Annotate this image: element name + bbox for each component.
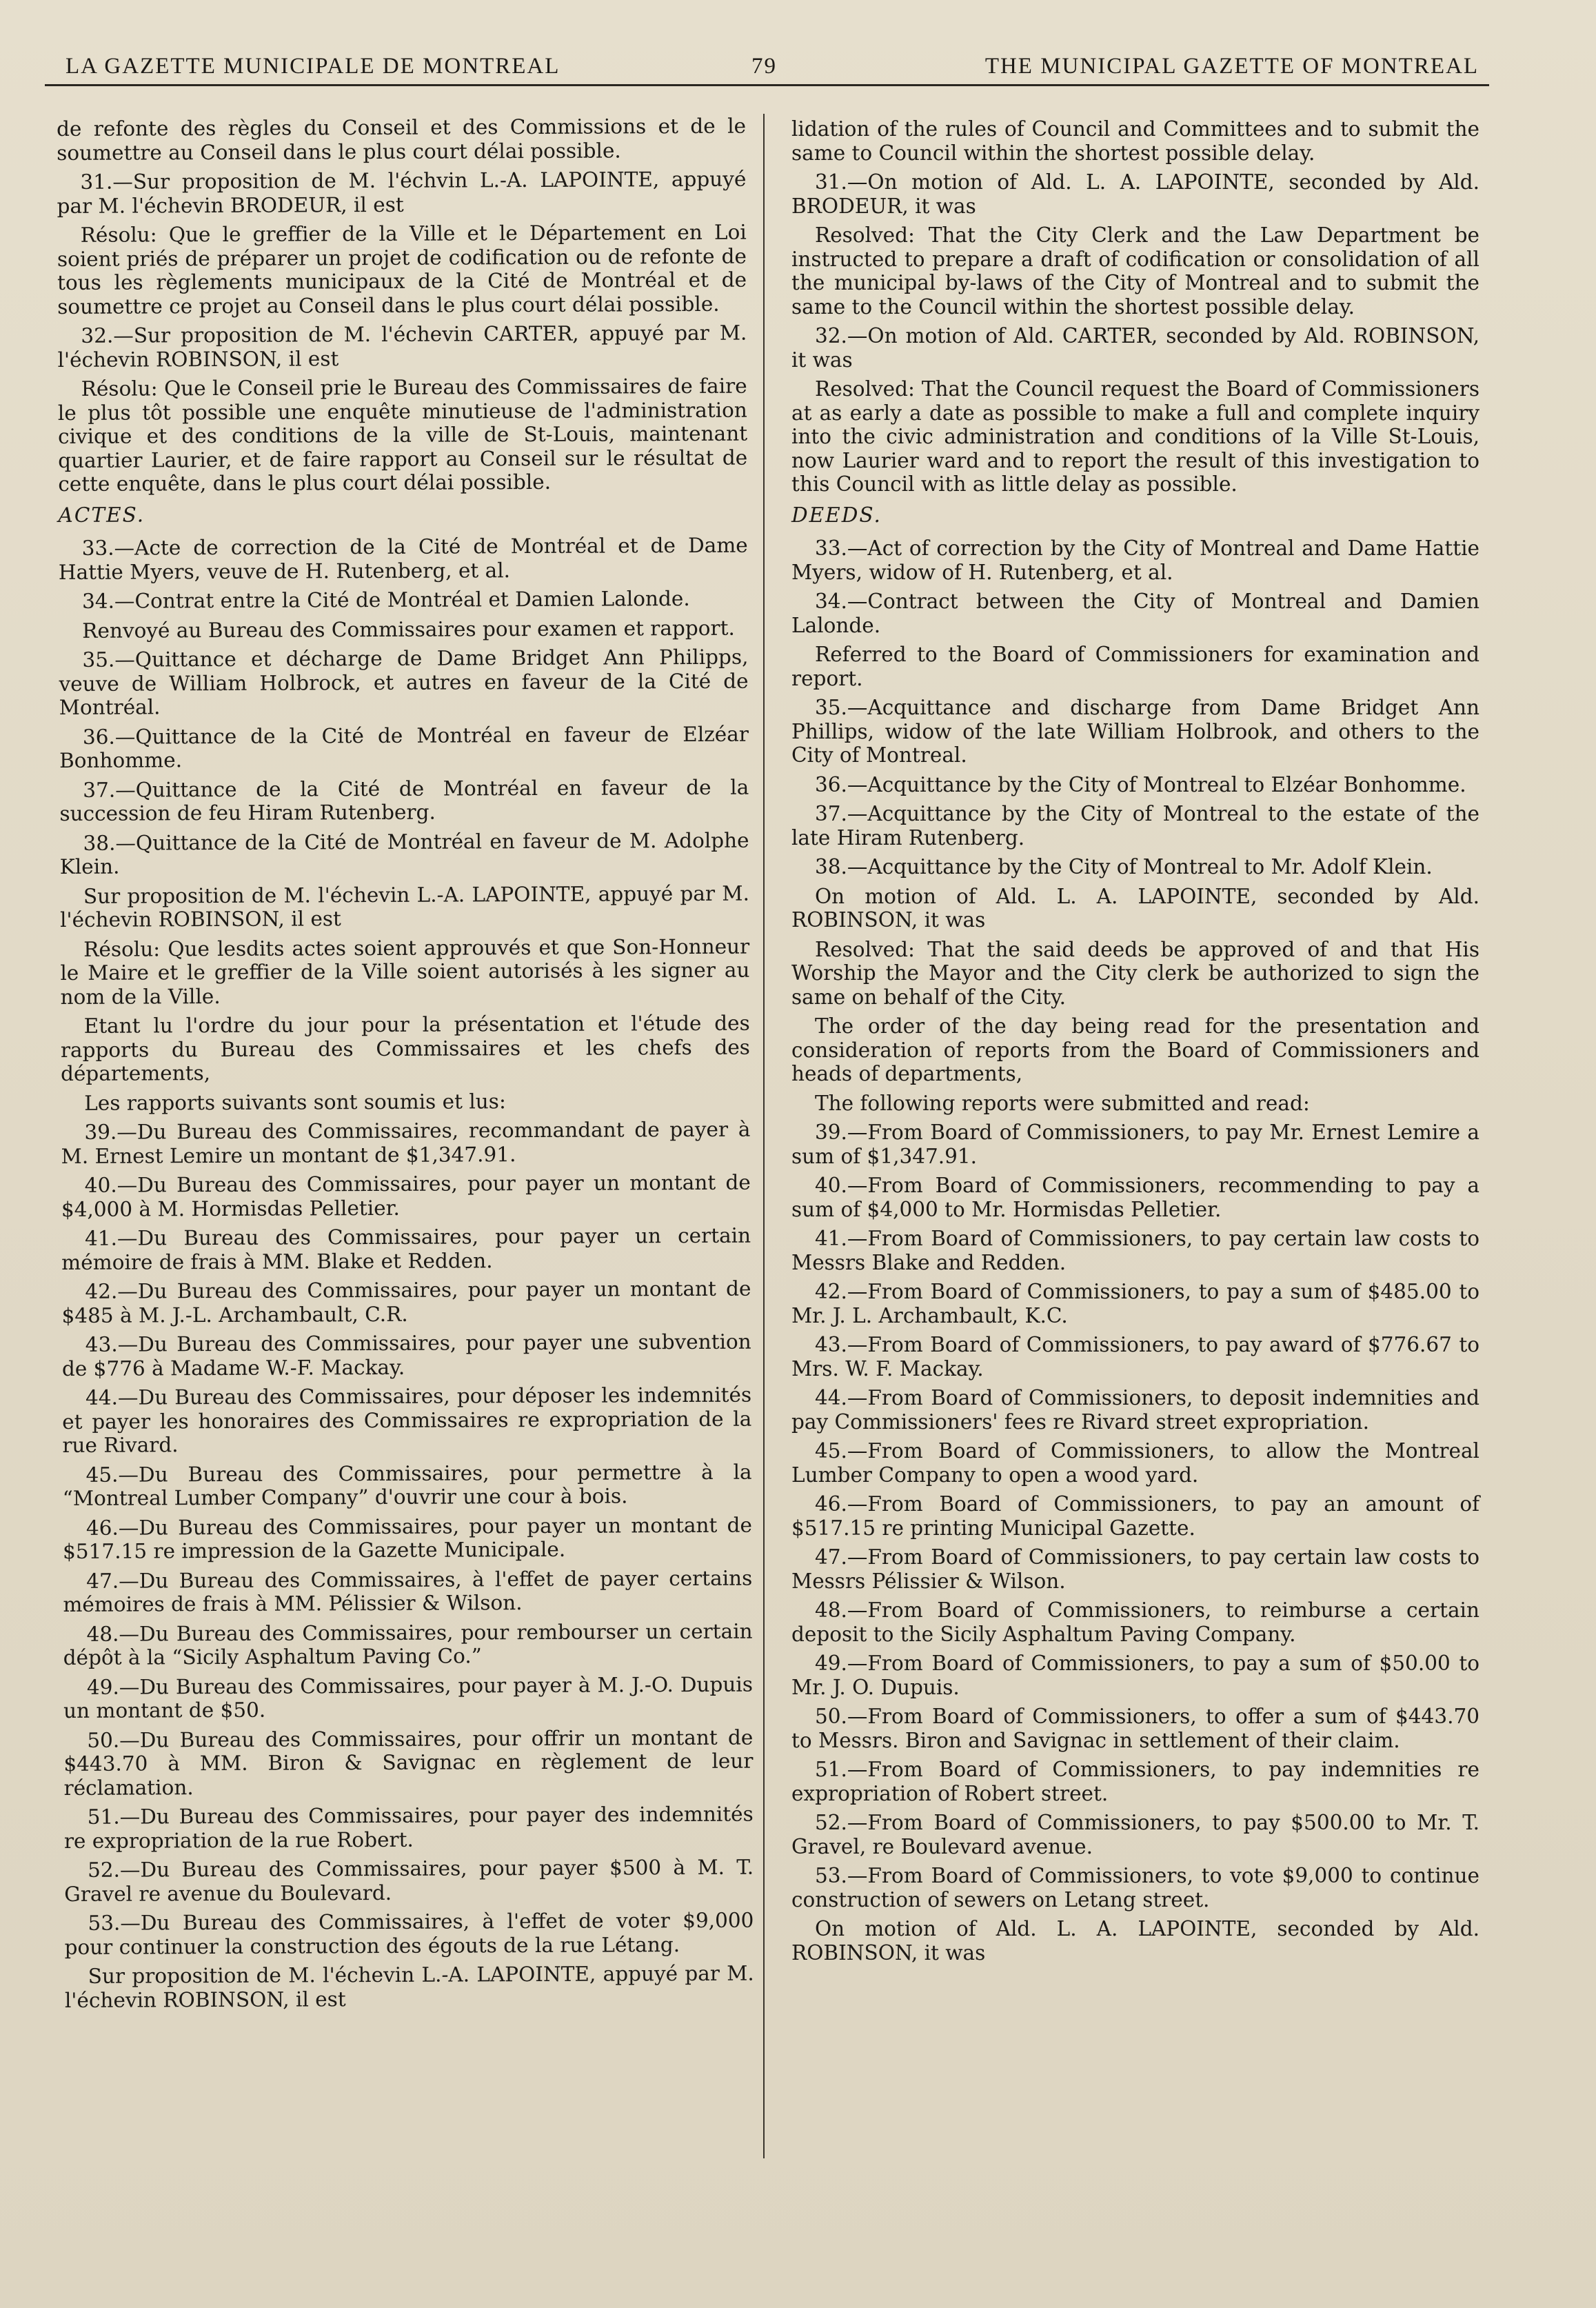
paragraph: 43.—Du Bureau des Commissaires, pour payer une subvention de $776 à Madame W.-F. Mackay. <box>61 1329 751 1381</box>
section-heading: DEEDS. <box>791 503 882 527</box>
paragraph: Sur proposition de M. l'échevin L.-A. LAPOINTE, appuyé par M. l'échevin ROBINSON, il est <box>60 881 749 932</box>
paragraph: 46.—Du Bureau des Commissaires, pour payer un montant de $517.15 re impression de la Gazette Municipale. <box>63 1513 752 1563</box>
paragraph: 44.—From Board of Commissioners, to deposit indemnities and pay Commissioners' fees re Rivard street expropriation. <box>791 1386 1479 1434</box>
paragraph: 52.—Du Bureau des Commissaires, pour payer $500 à M. T. Gravel re avenue du Boulevard. <box>64 1855 754 1906</box>
paragraph: 41.—Du Bureau des Commissaires, pour payer un certain mémoire de frais à MM. Blake et Redden. <box>61 1223 751 1274</box>
paragraph: 36.—Acquittance by the City of Montreal to Elzéar Bonhomme. <box>815 772 1466 796</box>
paragraph: 48.—Du Bureau des Commissaires, pour rembourser un certain dépôt à la “Sicily Asphaltum Paving Co.” <box>63 1619 753 1669</box>
paragraph: 52.—From Board of Commissioners, to pay $500.00 to Mr. T. Gravel, re Boulevard avenue. <box>791 1811 1479 1858</box>
paragraph: 51.—From Board of Commissioners, to pay indemnities re expropriation of Robert street. <box>791 1758 1479 1805</box>
paragraph: Resolved: That the Council request the Board of Commissioners at as early a date as possible to make a full and complete inquiry into the civic administration and conditions of la Ville St-Louis, now Laurier ward and to report the result of this investigation to this Council with as little delay as possible. <box>791 377 1479 496</box>
paragraph: 49.—Du Bureau des Commissaires, pour payer à M. J.-O. Dupuis un montant de $50. <box>63 1672 753 1723</box>
paragraph: The following reports were submitted and read: <box>815 1091 1310 1115</box>
paragraph: 37.—Quittance de la Cité de Montréal en faveur de la succession de feu Hiram Rutenberg. <box>59 775 749 825</box>
paragraph: Sur proposition de M. l'échevin L.-A. LAPOINTE, appuyé par M. l'échevin ROBINSON, il est <box>64 1961 754 2012</box>
header-french-title: LA GAZETTE MUNICIPALE DE MONTREAL <box>65 54 560 79</box>
paragraph: 47.—From Board of Commissioners, to pay certain law costs to Messrs Pélissier & Wilson. <box>791 1545 1479 1593</box>
paragraph: 40.—From Board of Commissioners, recommending to pay a sum of $4,000 to Mr. Hormisdas Pelletier. <box>791 1174 1479 1221</box>
paragraph: 34.—Contrat entre la Cité de Montréal et Damien Lalonde. <box>81 586 690 613</box>
paragraph: 34.—Contract between the City of Montreal and Damien Lalonde. <box>791 590 1479 637</box>
paragraph: 40.—Du Bureau des Commissaires, pour payer un montant de $4,000 à M. Hormisdas Pelletier. <box>61 1170 751 1221</box>
paragraph: Resolved: That the said deeds be approved of and that His Worship the Mayor and the City clerk be authorized to sign the same on behalf of the City. <box>791 937 1479 1009</box>
paragraph: 45.—From Board of Commissioners, to allow the Montreal Lumber Company to open a wood yard. <box>791 1439 1479 1487</box>
paragraph: Resolved: That the City Clerk and the Law Department be instructed to prepare a draft of codification or consolidation of all the municipal by-laws of the City of Montreal and to submit the same to the Council within the shortest possible delay. <box>791 223 1479 319</box>
paragraph: de refonte des règles du Conseil et des Commissions et de le soumettre au Conseil dans le plus court délai possible. <box>57 114 747 165</box>
paragraph: Résolu: Que le greffier de la Ville et le Département en Loi soient priés de préparer un projet de codification ou de refonte de tous les règlements municipaux de la Cité de Montréal et de soumettre ce projet au Conseil dans le plus court délai possible. <box>57 220 747 319</box>
paragraph: 50.—Du Bureau des Commissaires, pour offrir un montant de $443.70 à MM. Biron & Savignac en règlement de leur réclamation. <box>63 1725 754 1800</box>
paragraph: 35.—Quittance et décharge de Dame Bridget Ann Philipps, veuve de William Holbrock, et autres en faveur de la Cité de Montréal. <box>59 645 749 719</box>
paragraph: Etant lu l'ordre du jour pour la présentation et l'étude des rapports du Bureau des Commissaires et les chefs des départements, <box>60 1011 750 1085</box>
english-column <box>791 117 1479 1970</box>
paragraph: 42.—From Board of Commissioners, to pay a sum of $485.00 to Mr. J. L. Archambault, K.C. <box>791 1280 1479 1327</box>
paragraph: Renvoyé au Bureau des Commissaires pour examen et rapport. <box>82 616 735 643</box>
paragraph: 50.—From Board of Commissioners, to offer a sum of $443.70 to Messrs. Biron and Savignac in settlement of their claim. <box>791 1705 1479 1752</box>
paragraph: 36.—Quittance de la Cité de Montréal en faveur de Elzéar Bonhomme. <box>59 722 749 772</box>
paragraph: 45.—Du Bureau des Commissaires, pour permettre à la “Montreal Lumber Company” d'ouvrir une cour à bois. <box>62 1460 752 1510</box>
paragraph: 31.—On motion of Ald. L. A. LAPOINTE, seconded by Ald. BRODEUR, it was <box>791 170 1479 218</box>
paragraph: 44.—Du Bureau des Commissaires, pour déposer les indemnités et payer les honoraires des Commissaires re expropriation de la rue Rivard. <box>62 1383 752 1457</box>
paragraph: 47.—Du Bureau des Commissaires, à l'effet de payer certains mémoires de frais à MM. Pélissier & Wilson. <box>63 1566 753 1616</box>
paragraph: 43.—From Board of Commissioners, to pay award of $776.67 to Mrs. W. F. Mackay. <box>791 1333 1479 1381</box>
paragraph: 37.—Acquittance by the City of Montreal to the estate of the late Hiram Rutenberg. <box>791 802 1479 850</box>
paragraph: On motion of Ald. L. A. LAPOINTE, seconded by Ald. ROBINSON, it was <box>791 1917 1479 1965</box>
paragraph: The order of the day being read for the presentation and consideration of reports from the Board of Commissioners and heads of departments, <box>791 1014 1479 1085</box>
section-heading: ACTES. <box>58 502 145 527</box>
paragraph: 32.—Sur proposition de M. l'échevin CARTER, appuyé par M. l'échevin ROBINSON, il est <box>57 321 747 372</box>
paragraph: 51.—Du Bureau des Commissaires, pour payer des indemnités re expropriation de la rue Robert. <box>63 1802 754 1853</box>
paragraph: 33.—Act of correction by the City of Montreal and Dame Hattie Myers, widow of H. Rutenberg, et al. <box>791 536 1479 584</box>
paragraph: 53.—From Board of Commissioners, to vote $9,000 to continue construction of sewers on Letang street. <box>791 1864 1479 1911</box>
paragraph: 32.—On motion of Ald. CARTER, seconded by Ald. ROBINSON, it was <box>791 324 1479 372</box>
paragraph: Résolu: Que le Conseil prie le Bureau des Commissaires de faire le plus tôt possible une enquête minutieuse de l'administration civique et des conditions de la ville de St-Louis, maintenant quartier Laurier, et de faire rapport au Conseil sur le résultat de cette enquête, dans le plus court délai possible. <box>57 374 748 496</box>
paragraph: 38.—Quittance de la Cité de Montréal en faveur de M. Adolphe Klein. <box>59 828 749 879</box>
column-divider <box>763 114 765 2158</box>
paragraph: 53.—Du Bureau des Commissaires, à l'effet de voter $9,000 pour continuer la construction des égouts de la rue Létang. <box>64 1908 754 1959</box>
paragraph: 48.—From Board of Commissioners, to reimburse a certain deposit to the Sicily Asphaltum Paving Company. <box>791 1598 1479 1646</box>
paragraph: 39.—Du Bureau des Commissaires, recommandant de payer à M. Ernest Lemire un montant de $1,347.91. <box>61 1117 751 1168</box>
header-rule <box>45 84 1489 86</box>
paragraph: 33.—Acte de correction de la Cité de Montréal et de Dame Hattie Myers, veuve de H. Rutenberg, et al. <box>58 533 748 584</box>
paragraph: 31.—Sur proposition de M. l'échvin L.-A. LAPOINTE, appuyé par M. l'échevin BRODEUR, il est <box>57 167 747 218</box>
paragraph: 46.—From Board of Commissioners, to pay an amount of $517.15 re printing Municipal Gazette. <box>791 1492 1479 1540</box>
page-number: 79 <box>751 54 777 79</box>
paragraph: Résolu: Que lesdits actes soient approuvés et que Son-Honneur le Maire et le greffier de la Ville soient autorisés à les signer au nom de la Ville. <box>60 934 750 1009</box>
paragraph: lidation of the rules of Council and Committees and to submit the same to Council within the shortest possible delay. <box>791 117 1479 165</box>
paragraph: 49.—From Board of Commissioners, to pay a sum of $50.00 to Mr. J. O. Dupuis. <box>791 1652 1479 1699</box>
paragraph: 42.—Du Bureau des Commissaires, pour payer un montant de $485 à M. J.-L. Archambault, C.R. <box>61 1276 751 1327</box>
header-english-title: THE MUNICIPAL GAZETTE OF MONTREAL <box>984 54 1479 79</box>
paragraph: Les rapports suivants sont soumis et lus: <box>84 1089 506 1115</box>
paragraph: On motion of Ald. L. A. LAPOINTE, seconded by Ald. ROBINSON, it was <box>791 884 1479 932</box>
paragraph: Referred to the Board of Commissioners for examination and report. <box>791 643 1479 690</box>
paragraph: 35.—Acquittance and discharge from Dame Bridget Ann Phillips, widow of the late William Holbrook, and others to the City of Montreal. <box>791 696 1479 767</box>
paragraph: 39.—From Board of Commissioners, to pay Mr. Ernest Lemire a sum of $1,347.91. <box>791 1121 1479 1168</box>
french-column <box>57 114 754 2018</box>
page-header <box>65 54 1479 88</box>
paragraph: 41.—From Board of Commissioners, to pay certain law costs to Messrs Blake and Redden. <box>791 1227 1479 1274</box>
paragraph: 38.—Acquittance by the City of Montreal to Mr. Adolf Klein. <box>815 855 1433 879</box>
